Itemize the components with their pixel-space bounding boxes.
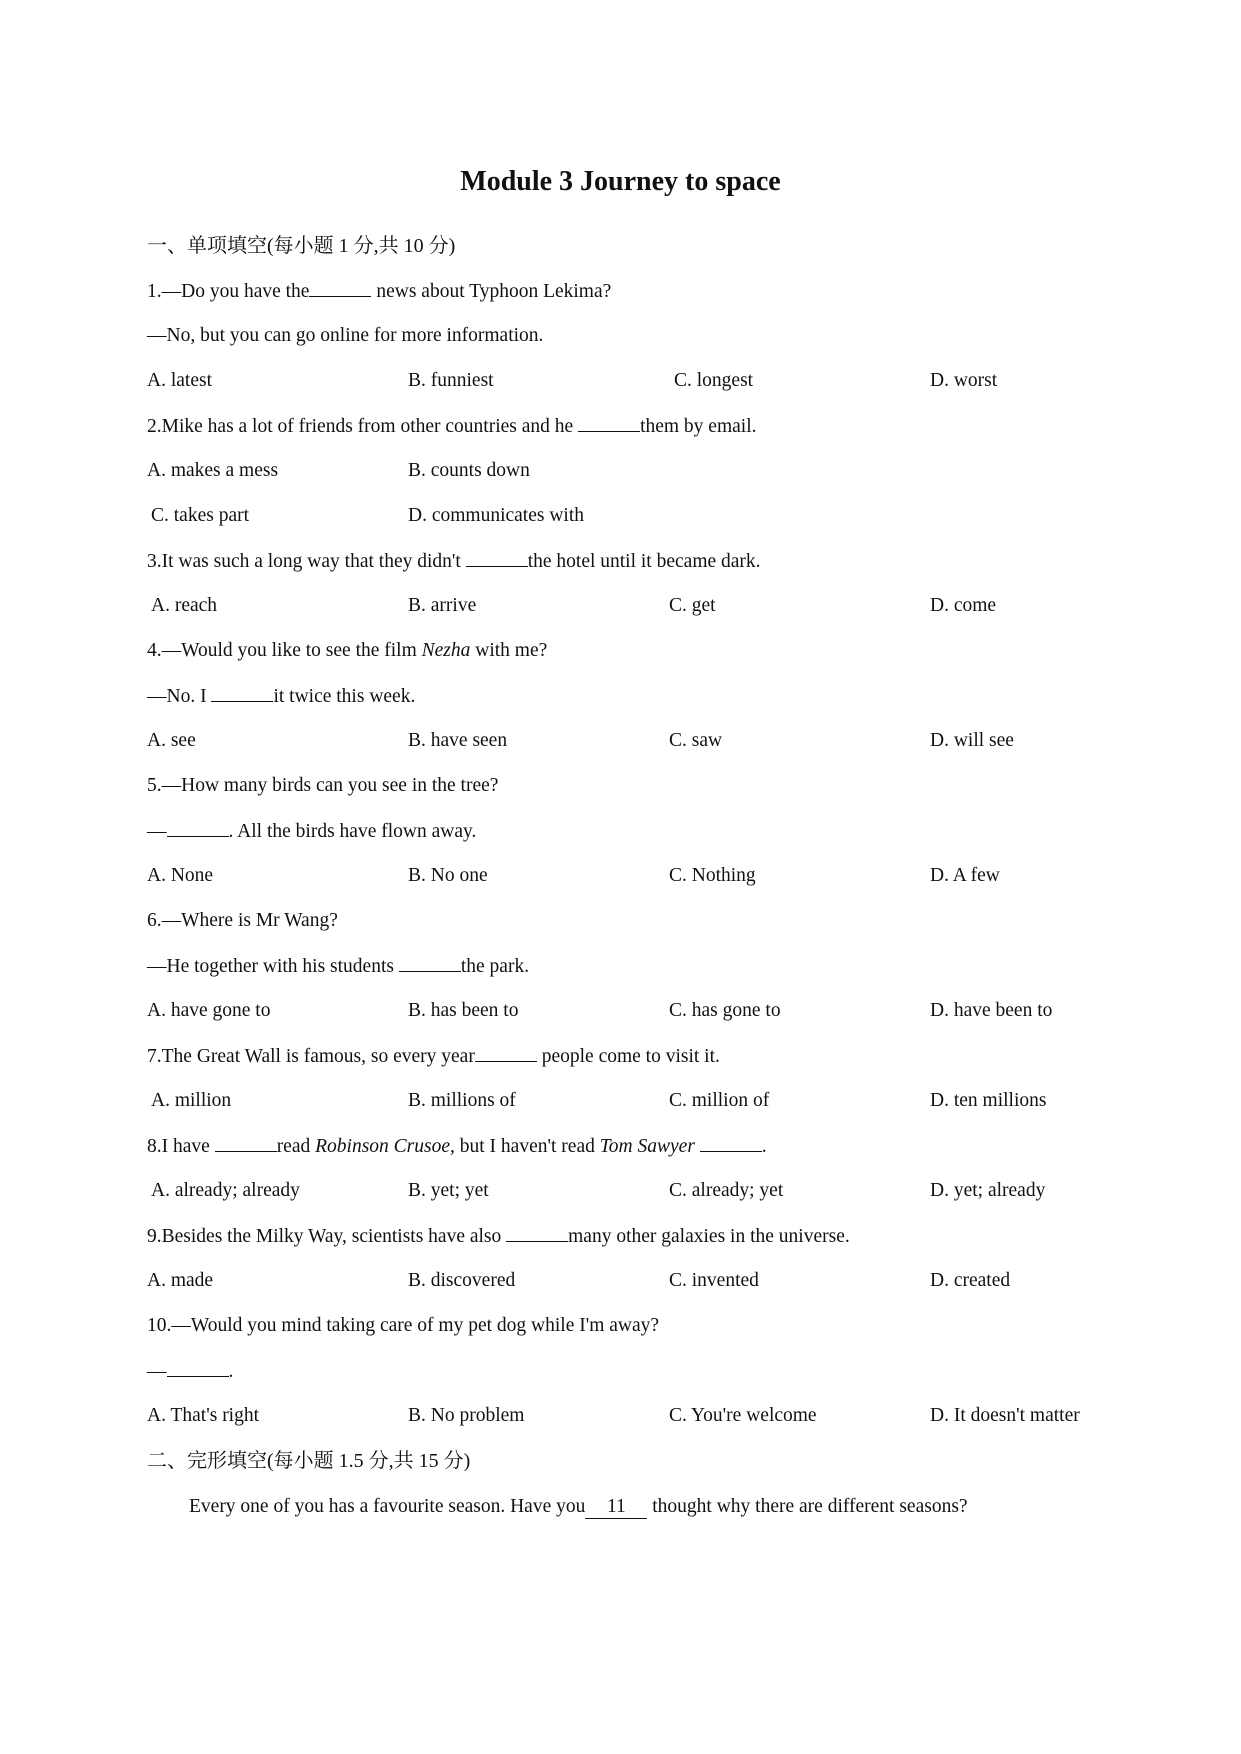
option-d: D. created bbox=[930, 1270, 1011, 1291]
cloze-paragraph: Every one of you has a favourite season. Have you 11 thought why there are different seasons? bbox=[189, 1496, 968, 1517]
question-7: 7.The Great Wall is famous, so every year people come to visit it. bbox=[147, 1043, 720, 1070]
option-b: B. arrive bbox=[408, 595, 477, 616]
question-10: 10.—Would you mind taking care of my pet dog while I'm away? bbox=[147, 1315, 660, 1336]
answer-blank bbox=[215, 1133, 277, 1152]
question-7-options bbox=[147, 1088, 1147, 1114]
question-6: 6.—Where is Mr Wang? bbox=[147, 910, 338, 931]
option-a: A. have gone to bbox=[147, 1000, 271, 1021]
option-a: A. reach bbox=[151, 595, 218, 616]
answer-blank-2 bbox=[700, 1133, 762, 1152]
option-b: B. have seen bbox=[408, 730, 508, 751]
option-c: C. already; yet bbox=[669, 1180, 784, 1201]
option-a: A. see bbox=[147, 730, 196, 751]
question-8: 8.I have read Robinson Crusoe, but I haven't read Tom Sawyer . bbox=[147, 1133, 767, 1160]
question-6-reply: —He together with his students the park. bbox=[147, 953, 529, 980]
option-c: C. saw bbox=[669, 730, 723, 751]
question-8-options bbox=[147, 1178, 1147, 1204]
question-2: 2.Mike has a lot of friends from other countries and he them by email. bbox=[147, 413, 757, 440]
question-1-reply: —No, but you can go online for more information. bbox=[147, 325, 544, 346]
cloze-blank-11: 11 bbox=[585, 1496, 647, 1519]
question-4: 4.—Would you like to see the film Nezha with me? bbox=[147, 640, 548, 661]
option-d: D. ten millions bbox=[930, 1090, 1047, 1111]
option-d: D. communicates with bbox=[408, 505, 585, 526]
answer-blank bbox=[167, 818, 229, 837]
film-title: Nezha bbox=[421, 640, 471, 661]
question-3-options bbox=[147, 593, 1147, 619]
option-d: D. come bbox=[930, 595, 997, 616]
question-10-reply: — . bbox=[147, 1358, 233, 1385]
option-c: C. You're welcome bbox=[669, 1405, 817, 1426]
option-c: C. million of bbox=[669, 1090, 770, 1111]
option-b: B. millions of bbox=[408, 1090, 516, 1111]
option-a: A. latest bbox=[147, 370, 212, 391]
option-c: C. get bbox=[669, 595, 716, 616]
option-a: A. None bbox=[147, 865, 214, 886]
option-d: D. yet; already bbox=[930, 1180, 1046, 1201]
question-1: 1.—Do you have the news about Typhoon Lekima? bbox=[147, 278, 611, 305]
option-d: D. will see bbox=[930, 730, 1014, 751]
option-b: B. No problem bbox=[408, 1405, 525, 1426]
option-c: C. has gone to bbox=[669, 1000, 781, 1021]
question-3: 3.It was such a long way that they didn't the hotel until it became dark. bbox=[147, 548, 761, 575]
answer-blank bbox=[309, 278, 371, 297]
answer-blank bbox=[475, 1043, 537, 1062]
question-5: 5.—How many birds can you see in the tree? bbox=[147, 775, 499, 796]
option-c: C. Nothing bbox=[669, 865, 756, 886]
section-heading-cloze: 二、完形填空(每小题 1.5 分,共 15 分) bbox=[147, 1450, 471, 1472]
page-title: Module 3 Journey to space bbox=[460, 166, 781, 197]
question-4-reply: —No. I it twice this week. bbox=[147, 683, 415, 710]
question-6-options bbox=[147, 998, 1147, 1024]
option-a: A. million bbox=[151, 1090, 232, 1111]
question-2-options-row-1 bbox=[147, 458, 1147, 484]
question-9: 9.Besides the Milky Way, scientists have also many other galaxies in the universe. bbox=[147, 1223, 850, 1250]
question-5-reply: — . All the birds have flown away. bbox=[147, 818, 476, 845]
option-d: D. have been to bbox=[930, 1000, 1053, 1021]
answer-blank bbox=[578, 413, 640, 432]
question-5-options bbox=[147, 863, 1147, 889]
question-10-options bbox=[147, 1403, 1147, 1429]
option-b: B. has been to bbox=[408, 1000, 519, 1021]
option-c: C. longest bbox=[674, 370, 754, 391]
option-b: B. discovered bbox=[408, 1270, 516, 1291]
option-d: D. A few bbox=[930, 865, 1000, 886]
question-4-options bbox=[147, 728, 1147, 754]
option-a: A. That's right bbox=[147, 1405, 260, 1426]
option-a: A. already; already bbox=[151, 1180, 300, 1201]
option-c: C. invented bbox=[669, 1270, 759, 1291]
answer-blank bbox=[466, 548, 528, 567]
book-title-2: Tom Sawyer bbox=[599, 1136, 695, 1157]
question-1-options bbox=[147, 368, 1147, 394]
option-c: C. takes part bbox=[151, 505, 250, 526]
option-b: B. funniest bbox=[408, 370, 494, 391]
option-d: D. It doesn't matter bbox=[930, 1405, 1080, 1426]
answer-blank bbox=[211, 683, 273, 702]
answer-blank bbox=[167, 1358, 229, 1377]
answer-blank bbox=[399, 953, 461, 972]
book-title-1: Robinson Crusoe bbox=[315, 1136, 451, 1157]
question-2-options-row-2 bbox=[147, 503, 1147, 529]
option-b: B. counts down bbox=[408, 460, 530, 481]
option-d: D. worst bbox=[930, 370, 998, 391]
section-heading-single-choice: 一、单项填空(每小题 1 分,共 10 分) bbox=[147, 235, 456, 257]
question-9-options bbox=[147, 1268, 1147, 1294]
option-b: B. No one bbox=[408, 865, 488, 886]
answer-blank bbox=[506, 1223, 568, 1242]
option-b: B. yet; yet bbox=[408, 1180, 489, 1201]
option-a: A. made bbox=[147, 1270, 214, 1291]
option-a: A. makes a mess bbox=[147, 460, 279, 481]
